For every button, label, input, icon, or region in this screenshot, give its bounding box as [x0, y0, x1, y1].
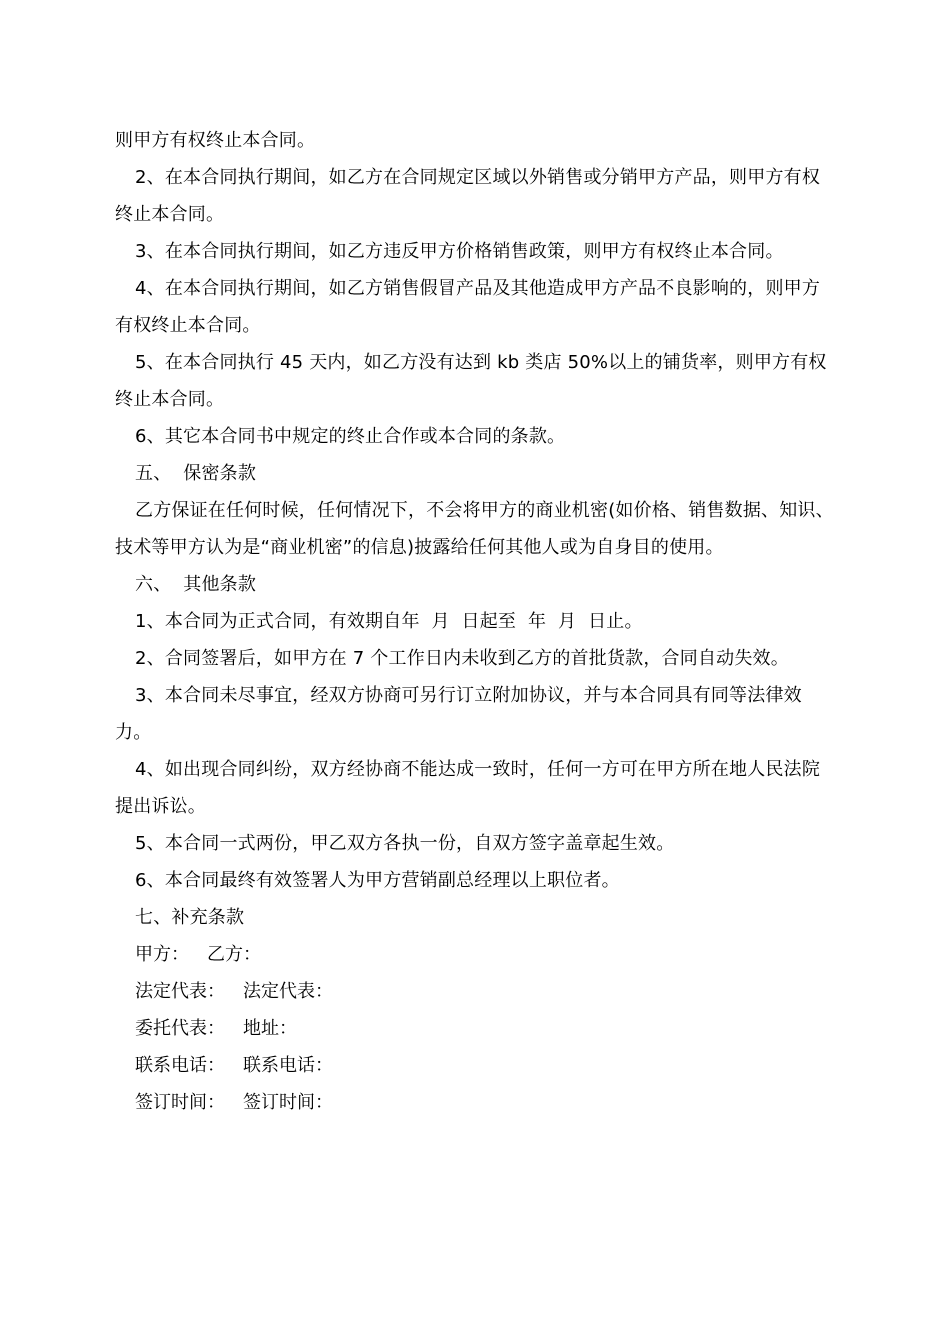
signature-row-agent-address: [115, 1010, 837, 1047]
signature-label-left: 法定代表：: [135, 981, 225, 1002]
clause-termination-6: 6、其它本合同书中规定的终止合作或本合同的条款。: [135, 426, 566, 447]
signature-label-right: 地址：: [243, 1018, 297, 1039]
signature-label-right: 乙方：: [207, 944, 261, 965]
signature-label-right: 联系电话：: [243, 1055, 333, 1076]
signature-label-left: 联系电话：: [135, 1055, 225, 1076]
clause-termination-4: 4、在本合同执行期间，如乙方销售假冒产品及其他造成甲方产品不良影响的，则甲方有权终止本合同。: [115, 278, 821, 336]
signature-label-right: 法定代表：: [243, 981, 333, 1002]
paragraph-continuation: 则甲方有权终止本合同。: [115, 130, 316, 151]
clause-other-2: 2、合同签署后，如甲方在 7 个工作日内未收到乙方的首批货款，合同自动失效。: [135, 648, 789, 669]
signature-label-right: 签订时间：: [243, 1092, 333, 1113]
document-page: [115, 122, 837, 1121]
section-heading-confidentiality: 五、 保密条款: [135, 463, 257, 484]
clause-confidentiality: 乙方保证在任何时候，任何情况下，不会将甲方的商业机密(如价格、销售数据、知识、技术等甲方认为是“商业机密”的信息)披露给任何其他人或为自身目的使用。: [115, 500, 834, 558]
section-heading-other: 六、 其他条款: [135, 574, 257, 595]
clause-other-3: 3、本合同未尽事宜，经双方协商可另行订立附加协议，并与本合同具有同等法律效力。: [115, 685, 802, 743]
signature-label-left: 签订时间：: [135, 1092, 225, 1113]
clause-other-5: 5、本合同一式两份，甲乙双方各执一份，自双方签字盖章起生效。: [135, 833, 675, 854]
clause-termination-2: 2、在本合同执行期间，如乙方在合同规定区域以外销售或分销甲方产品，则甲方有权终止本合同。: [115, 167, 821, 225]
clause-termination-3: 3、在本合同执行期间，如乙方违反甲方价格销售政策，则甲方有权终止本合同。: [135, 241, 784, 262]
section-heading-supplementary: 七、补充条款: [135, 907, 245, 928]
signature-row-phone: [115, 1047, 837, 1084]
clause-other-6: 6、本合同最终有效签署人为甲方营销副总经理以上职位者。: [135, 870, 620, 891]
signature-label-left: 委托代表：: [135, 1018, 225, 1039]
signature-row-date: [115, 1084, 837, 1121]
signature-label-left: 甲方：: [135, 944, 189, 965]
clause-termination-5: 5、在本合同执行 45 天内，如乙方没有达到 kb 类店 50%以上的铺货率，则甲方有权终止本合同。: [115, 352, 827, 410]
clause-other-4: 4、如出现合同纠纷，双方经协商不能达成一致时，任何一方可在甲方所在地人民法院提出诉讼。: [115, 759, 821, 817]
signature-row-party: [115, 936, 837, 973]
clause-other-1: 1、本合同为正式合同，有效期自年 月 日起至 年 月 日止。: [135, 611, 643, 632]
signature-row-legal-rep: [115, 973, 837, 1010]
